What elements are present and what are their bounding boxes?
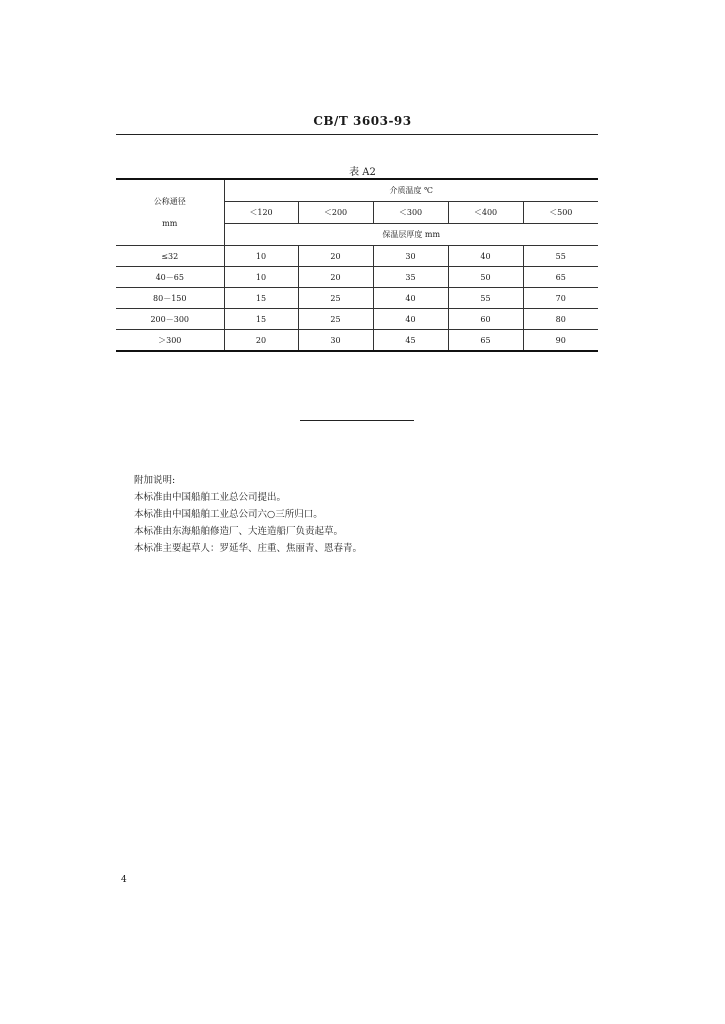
thickness-cell: 10 [224,246,298,267]
thickness-cell: 50 [448,267,523,288]
thickness-cell: 45 [373,330,448,352]
thickness-cell: 15 [224,309,298,330]
thickness-cell: 15 [224,288,298,309]
thickness-cell: 30 [373,246,448,267]
end-of-standard-rule [300,420,414,421]
thickness-cell: 40 [373,288,448,309]
thickness-cell: 65 [523,267,598,288]
nominal-diameter-label: 公称通径 [153,196,186,206]
insulation-thickness-table [116,178,598,352]
table-corner-header [116,179,224,246]
note-line: 本标准由中国船舶工业总公司提出。 [134,492,287,503]
thickness-cell: 35 [373,267,448,288]
thickness-cell: 40 [448,246,523,267]
table-header-row [116,179,598,202]
document-code: CB/T 3603-93 [313,114,412,128]
note-line: 本标准由东海船舶修造厂、大连造船厂负责起草。 [134,526,344,537]
diameter-cell: 40－65 [116,267,224,288]
thickness-cell: 20 [298,246,373,267]
thickness-cell: 25 [298,309,373,330]
note-line: 本标准主要起草人：罗延华、庄重、焦丽青、恩春青。 [134,543,363,554]
table-row [116,267,598,288]
thickness-cell: 65 [448,330,523,352]
header-rule [116,134,598,135]
diameter-cell: ≤32 [116,246,224,267]
table-row [116,288,598,309]
table-row [116,246,598,267]
thickness-cell: 90 [523,330,598,352]
diameter-cell: ＞300 [116,330,224,352]
thickness-cell: 55 [448,288,523,309]
page-number: 4 [121,875,127,885]
temperature-group-header: 介质温度 ℃ [224,179,598,202]
note-line: 本标准由中国船舶工业总公司六○三所归口。 [134,509,323,520]
thickness-cell: 30 [298,330,373,352]
notes-title: 附加说明: [134,475,176,486]
thickness-cell: 20 [224,330,298,352]
table-row [116,309,598,330]
diameter-cell: 80－150 [116,288,224,309]
table-row [116,330,598,352]
temperature-header: ＜500 [523,202,598,224]
temperature-header: ＜200 [298,202,373,224]
thickness-cell: 25 [298,288,373,309]
table-caption: 表 A2 [349,167,376,178]
temperature-header: ＜120 [224,202,298,224]
thickness-cell: 40 [373,309,448,330]
thickness-cell: 20 [298,267,373,288]
temperature-header: ＜300 [373,202,448,224]
thickness-subheader: 保温层厚度 mm [224,224,598,246]
nominal-diameter-unit: mm [162,218,178,228]
thickness-cell: 55 [523,246,598,267]
temperature-header: ＜400 [448,202,523,224]
thickness-cell: 60 [448,309,523,330]
thickness-cell: 80 [523,309,598,330]
thickness-cell: 70 [523,288,598,309]
thickness-cell: 10 [224,267,298,288]
diameter-cell: 200－300 [116,309,224,330]
additional-notes [134,472,594,557]
